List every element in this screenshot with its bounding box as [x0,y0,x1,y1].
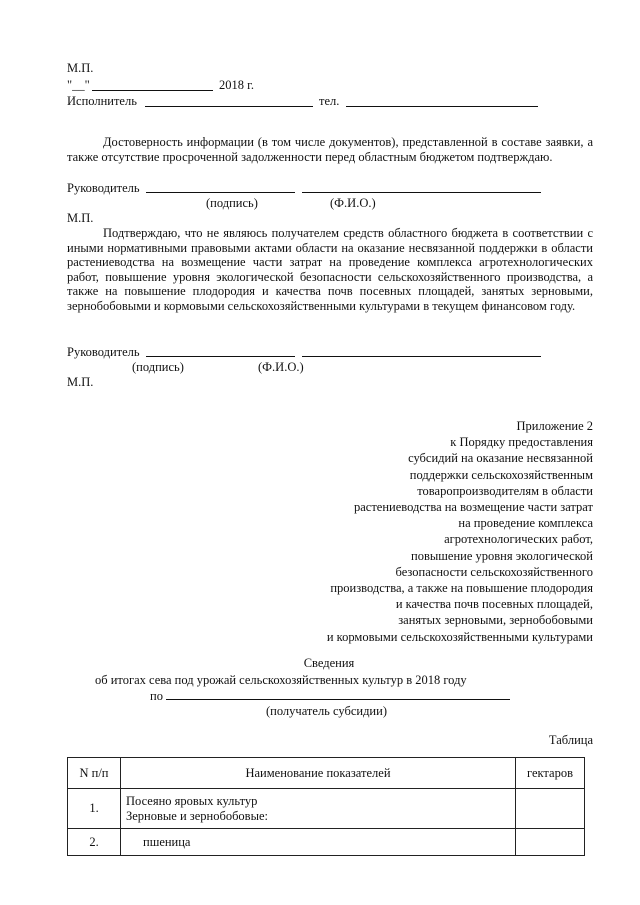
appendix-line: и кормовыми сельскохозяйственными культурами [326,629,593,644]
date-month-underline[interactable] [92,90,213,91]
recipient-field[interactable] [166,699,510,700]
name-caption-1: (Ф.И.О.) [330,196,376,210]
appendix-line: безопасности сельскохозяйственного [395,564,593,579]
signature-caption-2: (подпись) [132,360,184,374]
appendix-line: производства, а также на повышение плодородия [330,581,593,596]
executor-label: Исполнитель [67,94,137,108]
row-number: 2. [68,829,121,856]
appendix-line: повышение уровня экологической [411,548,593,563]
signature-field-2[interactable] [146,356,295,357]
phone-label: тел. [319,94,340,108]
date-year-label: 2018 г. [219,78,254,92]
date-day-field[interactable]: "__" [67,78,90,92]
report-subtitle: об итогах сева под урожай сельскохозяйственных культур в 2018 году [95,673,467,687]
table-row [68,829,585,856]
signature-caption-1: (подпись) [206,196,258,210]
appendix-line: на проведение комплекса [458,516,593,531]
header-cell-number: N п/п [68,758,121,789]
appendix-line: и качества почв посевных площадей, [395,597,593,612]
header-cell-hectares: гектаров [516,758,585,789]
table-row [68,789,585,829]
row-name-line: Зерновые и зернобобовые: [126,808,269,823]
stamp-place-label-2: М.П. [67,375,94,389]
recipient-caption: (получатель субсидии) [266,704,387,718]
report-title: Сведения [303,656,355,670]
name-field-1[interactable] [302,192,541,193]
appendix-line: Приложение 2 [516,419,593,433]
row-number: 1. [68,789,121,829]
table-header-row [68,758,585,789]
stamp-place-label: М.П. [67,61,94,75]
name-caption-2: (Ф.И.О.) [258,360,304,374]
header-cell-name: Наименование показателей [121,758,516,789]
reliability-statement: Достоверность информации (в том числе документов), представленной в составе заявки, а также отсутствие просроченной задолженности перед областным бюджетом подтверждаю. [67,135,593,164]
row-name: пшеница [121,829,516,856]
table-label: Таблица [548,733,593,747]
appendix-line: субсидий на оказание несвязанной [408,451,593,466]
appendix-line: к Порядку предоставления [450,435,593,450]
head-label-2: Руководитель [67,345,140,359]
executor-field[interactable] [145,106,313,107]
row-hectares-cell[interactable] [516,789,585,829]
name-field-2[interactable] [302,356,541,357]
appendix-line: агротехнологических работ, [444,532,593,547]
row-name [121,789,516,829]
appendix-line: товаропроизводителям в области [417,483,593,498]
appendix-line: занятых зерновыми, зернобобовыми [398,613,593,628]
stamp-place-label-1: М.П. [67,211,94,225]
non-recipient-statement: Подтверждаю, что не являюсь получателем средств областного бюджета в соответствии с иными нормативными правовыми актами области на оказание несвязанной поддержки в области растениеводства на возмещение части затрат на проведение комплекса агротехнологических работ, повышение уровня экологической безопасности сельскохозяйственного производства, а также на повышение плодородия и качества почв посевных площадей, занятых зерновыми, зернобобовыми и кормовыми сельскохозяйственными культурами в текущем финансовом году. [67,226,593,313]
sowing-results-table [67,757,585,856]
appendix-header [327,418,593,645]
recipient-by-label: по [150,689,163,703]
row-hectares-cell[interactable] [516,829,585,856]
row-name-line: Посеяно яровых культур [126,793,258,808]
signature-field-1[interactable] [146,192,295,193]
appendix-line: растениеводства на возмещение части затрат [353,500,593,515]
appendix-line: поддержки сельскохозяйственным [409,467,593,482]
head-label-1: Руководитель [67,181,140,195]
phone-field[interactable] [346,106,538,107]
